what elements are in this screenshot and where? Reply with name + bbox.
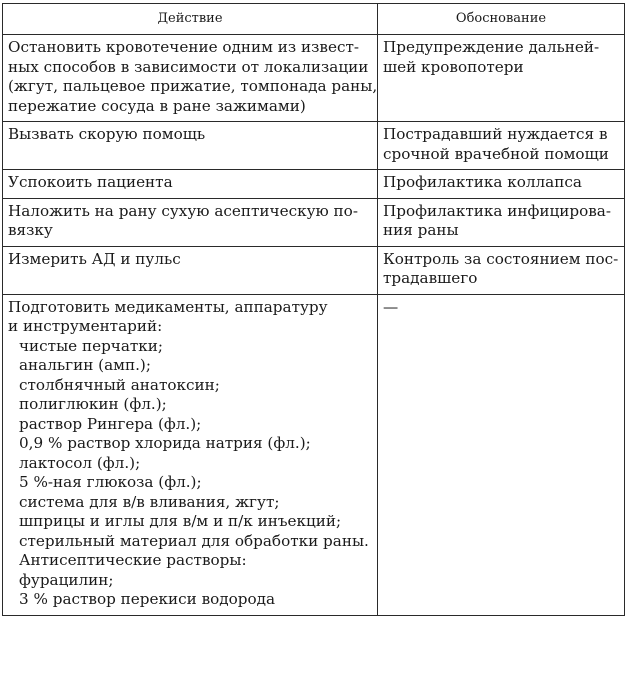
reason-text: шей кровопотери: [383, 57, 524, 76]
reason-cell: [378, 122, 625, 170]
action-text: Остановить кровотечение одним из извест-: [8, 38, 359, 56]
table-row: [3, 198, 625, 246]
supply-item: фурацилин;: [19, 570, 114, 589]
supply-item: 5 %-ная глюкоза (фл.);: [19, 473, 202, 491]
action-cell: [3, 198, 378, 246]
supply-item: 3 % раствор перекиси водорода: [19, 590, 276, 608]
supply-item: чистые перчатки;: [19, 336, 164, 355]
table-header-row: [3, 4, 625, 35]
reason-text: Пострадавший нуждается в: [383, 125, 608, 143]
table-row: [3, 294, 625, 615]
supply-item: раствор Рингера (фл.);: [19, 414, 202, 433]
table-row: [3, 246, 625, 294]
supply-item: Антисептические растворы:: [19, 551, 247, 569]
action-text: Измерить АД и пульс: [8, 249, 181, 268]
action-cell: [3, 35, 378, 122]
reason-cell: [378, 198, 625, 246]
action-text: пережатие сосуда в ране зажимами): [8, 96, 306, 115]
action-text: ных способов в зависимости от локализации: [8, 57, 369, 76]
reason-cell: [378, 35, 625, 122]
action-cell: [3, 294, 378, 615]
action-cell: [3, 246, 378, 294]
reason-text: Профилактика инфицирова-: [383, 201, 611, 220]
action-text: Вызвать скорую помощь: [8, 125, 206, 143]
supply-item: 0,9 % раствор хлорида натрия (фл.);: [19, 434, 311, 452]
reason-cell: [378, 294, 625, 615]
supply-item: столбнячный анатоксин;: [19, 375, 220, 394]
action-text: и инструментарий:: [8, 317, 163, 335]
action-cell: [3, 122, 378, 170]
reason-text: Предупреждение дальней-: [383, 38, 600, 56]
supply-item: анальгин (амп.);: [19, 356, 151, 374]
table-row: [3, 35, 625, 122]
action-text: (жгут, пальцевое прижатие, томпонада раны,: [8, 77, 378, 95]
reason-cell: [378, 246, 625, 294]
action-text: Успокоить пациента: [8, 173, 173, 191]
supply-item: полиглюкин (фл.);: [19, 395, 167, 413]
supply-item: стерильный материал для обработки раны.: [19, 531, 369, 550]
reason-text: традавшего: [383, 269, 478, 287]
header-reason: Обоснование: [378, 4, 625, 35]
reason-text: Профилактика коллапса: [383, 173, 582, 191]
reason-dash: —: [383, 297, 399, 316]
table-row: [3, 122, 625, 170]
reason-text: ния раны: [383, 221, 459, 239]
table-row: [3, 170, 625, 199]
supply-item: система для в/в вливания, жгут;: [19, 492, 280, 511]
action-text: Наложить на рану сухую асептическую по-: [8, 201, 358, 220]
reason-text: Контроль за состоянием пос-: [383, 249, 619, 268]
action-text: Подготовить медикаменты, аппаратуру: [8, 297, 328, 316]
action-cell: [3, 170, 378, 199]
supply-item: лактосол (фл.);: [19, 453, 141, 472]
supply-item: шприцы и иглы для в/м и п/к инъекций;: [19, 512, 342, 530]
procedure-table: [2, 3, 625, 616]
reason-cell: [378, 170, 625, 199]
header-action: Действие: [3, 4, 378, 35]
reason-text: срочной врачебной помощи: [383, 144, 609, 163]
action-text: вязку: [8, 221, 53, 239]
